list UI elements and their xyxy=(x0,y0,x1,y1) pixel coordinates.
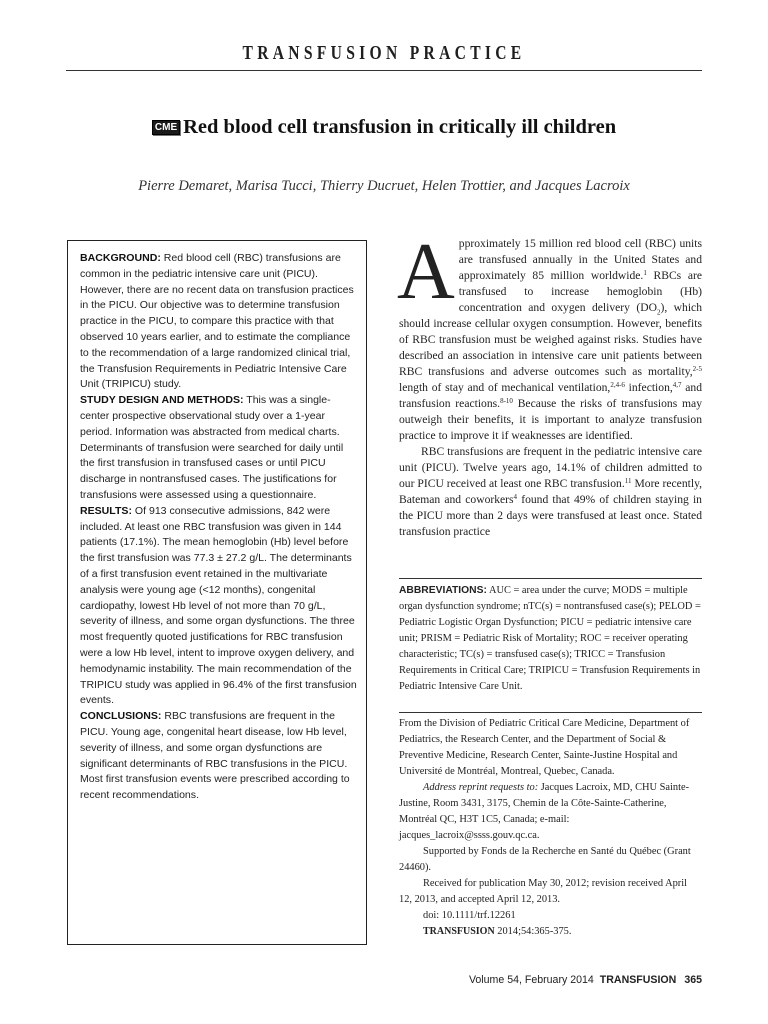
background-text: Red blood cell (RBC) transfusions are common in the pediatric intensive care unit (PICU). However, there are no recent data on transfusion practices in the PICU. Our objective was to determine transfusion practice in the PICU, to compare this practice with that observed 10 years earlier, and to estimate the compliance to the recommendation of a large randomized clinical trial, the Transfusion Requirements in Pediatric Intensive Care Unit (TRIPICU) study. xyxy=(80,252,354,391)
results-text: Of 913 consecutive admissions, 842 were included. At least one RBC transfusion was given in 144 patients (17.1%). The mean hemoglobin (Hb) level before the first transfusion was 77.3 ± 27.2 g/L. The determinants of a first transfusion event retained in the multivariate analysis were young age (<12 months), congenital cardiopathy, lowest Hb level of not more than 70 g/L, severity of illness, and some organ dysfunctions. The three most frequently quoted justifications for RBC transfusion were a low Hb level, intent to improve oxygen delivery, and hemodynamic instability. The main recommendation of the TRIPICU study was applied in 96.4% of the first transfusion events. xyxy=(80,504,357,707)
citation-ref: 2,4-6 xyxy=(610,381,625,389)
abstract-conclusions xyxy=(80,709,357,804)
affiliation-text: From the Division of Pediatric Critical Care Medicine, Department of Pediatrics, the Research Center, and the Department of Social & Preventive Medicine, Research Center, Sainte-Justine Hospital and Université de Montréal, Montreal, Quebec, Canada. xyxy=(399,718,690,777)
affiliation-block xyxy=(399,716,702,940)
intro-text: found that 49% of children staying in the PICU more than 2 days were transfused at least once. Stated transfusion practice xyxy=(399,493,702,538)
intro-paragraph-2 xyxy=(399,444,702,540)
intro-text: pproximately 15 million red blood cell (RBC) units are transfused annually in the United States and approximately 85 million worldwide. xyxy=(458,237,702,282)
citation-journal: TRANSFUSION xyxy=(423,926,495,937)
page-footer xyxy=(0,974,702,986)
intro-paragraph-1 xyxy=(397,228,702,444)
drop-cap: A xyxy=(397,228,455,316)
conclusions-text: RBC transfusions are frequent in the PICU. Young age, congenital heart disease, low Hb level, severity of illness, and some organ dysfunctions are significant determinants of RBC transfusions in the PICU. Most first transfusion events were prescribed according to recent recommendations. xyxy=(80,710,350,802)
section-header: TRANSFUSION PRACTICE xyxy=(242,42,526,64)
publication-dates: Received for publication May 30, 2012; revision received April 12, 2013, and accepted April 12, 2013. xyxy=(399,878,688,905)
page-number: 365 xyxy=(684,974,702,986)
results-label: RESULTS: xyxy=(80,504,132,517)
reprint-address: Jacques Lacroix, MD, CHU Sainte-Justine, Room 3431, 3175, Chemin de la Côte-Sainte-Catherine, Montréal QC, H3T 1C5, Canada; e-mail: jacques_lacroix@ssss.gouv.qc.ca. xyxy=(399,782,690,841)
methods-text: This was a single-center prospective observational study over a 1-year period. Information was abstracted from medical charts. Determinants of transfusion were searched for daily until the first transfusion in transfused cases or until PICU discharge in nontransfused cases. The justifications for transfusions were assessed using a questionnaire. xyxy=(80,394,344,501)
intro-text: and transfusion reactions. xyxy=(399,381,702,410)
intro-text: RBC transfusions are frequent in the pediatric intensive care unit (PICU). Twelve years ago, 14.1% of children admitted to our PICU received at least one RBC transfusion. xyxy=(399,445,702,490)
citation-text: 2014;54:365-375. xyxy=(494,926,572,937)
reprint-label: Address reprint requests to: xyxy=(423,782,539,793)
abbreviations-bottom-rule xyxy=(399,712,702,713)
citation-ref: 4,7 xyxy=(672,381,682,389)
citation-ref: 8-10 xyxy=(500,397,513,405)
body-text-column xyxy=(397,228,703,540)
author-list: Pierre Demaret, Marisa Tucci, Thierry Ducruet, Helen Trottier, and Jacques Lacroix xyxy=(138,178,630,194)
abbreviations-label: ABBREVIATIONS: xyxy=(399,585,487,596)
header-rule xyxy=(66,70,702,71)
abstract-methods xyxy=(80,393,357,504)
methods-label: STUDY DESIGN AND METHODS: xyxy=(80,394,244,407)
abbreviations-block xyxy=(399,583,702,695)
funding-text: Supported by Fonds de la Recherche en Santé du Québec (Grant 24460). xyxy=(399,846,691,873)
intro-text: More recently, Bateman and coworkers xyxy=(399,477,703,506)
citation-ref: 11 xyxy=(624,477,632,485)
abstract-box xyxy=(67,240,367,945)
citation-ref: 1 xyxy=(643,269,647,277)
reprint-info xyxy=(399,780,702,844)
intro-text: infection, xyxy=(624,381,673,394)
abbreviations-text: AUC = area under the curve; MODS = multiple organ dysfunction syndrome; nTC(s) = nontransfused case(s); PELOD = Pediatric Logistic Organ Dysfunction; PICU = pediatric intensive care unit; PRISM = Pediatric Risk of Mortality; ROC = receiver operating characteristic; TC(s) = transfused case(s); TRICC = Transfusion Requirements in Critical Care; TRIPICU = Transfusion Requirements in Pediatric Intensive Care Unit. xyxy=(399,585,701,692)
doi-text: doi: 10.1111/trf.12261 xyxy=(423,910,516,921)
intro-text: Because the risks of transfusions may outweigh their benefits, it is important to analyze transfusion practice to improve it if weaknesses are identified. xyxy=(399,397,702,442)
intro-text: length of stay and of mechanical ventilation, xyxy=(399,381,611,394)
background-label: BACKGROUND: xyxy=(80,252,161,264)
footer-journal: TRANSFUSION xyxy=(599,974,677,986)
article-title-row xyxy=(0,116,768,139)
article-title: Red blood cell transfusion in critically ill children xyxy=(183,116,617,138)
intro-text: ), which should increase cellular oxygen consumption. However, benefits of RBC transfusion must be weighed against risks. Studies have described an association in intensive care unit patients between RBC transfusions and adverse outcomes such as mortality, xyxy=(399,301,702,378)
subscript: 2 xyxy=(656,308,661,317)
footer-volume: Volume 54, February 2014 xyxy=(468,974,594,986)
abstract-background xyxy=(80,251,357,393)
conclusions-label: CONCLUSIONS: xyxy=(80,710,162,723)
citation-line xyxy=(399,924,702,940)
abbreviations-top-rule xyxy=(399,578,702,579)
intro-text: RBCs are transfused to increase hemoglobin (Hb) concentration and oxygen delivery (DO xyxy=(458,269,702,314)
citation-ref: 2-5 xyxy=(692,365,702,373)
cme-badge-icon: CME xyxy=(152,120,180,135)
abstract-results xyxy=(80,504,357,709)
citation-ref: 4 xyxy=(513,493,518,501)
